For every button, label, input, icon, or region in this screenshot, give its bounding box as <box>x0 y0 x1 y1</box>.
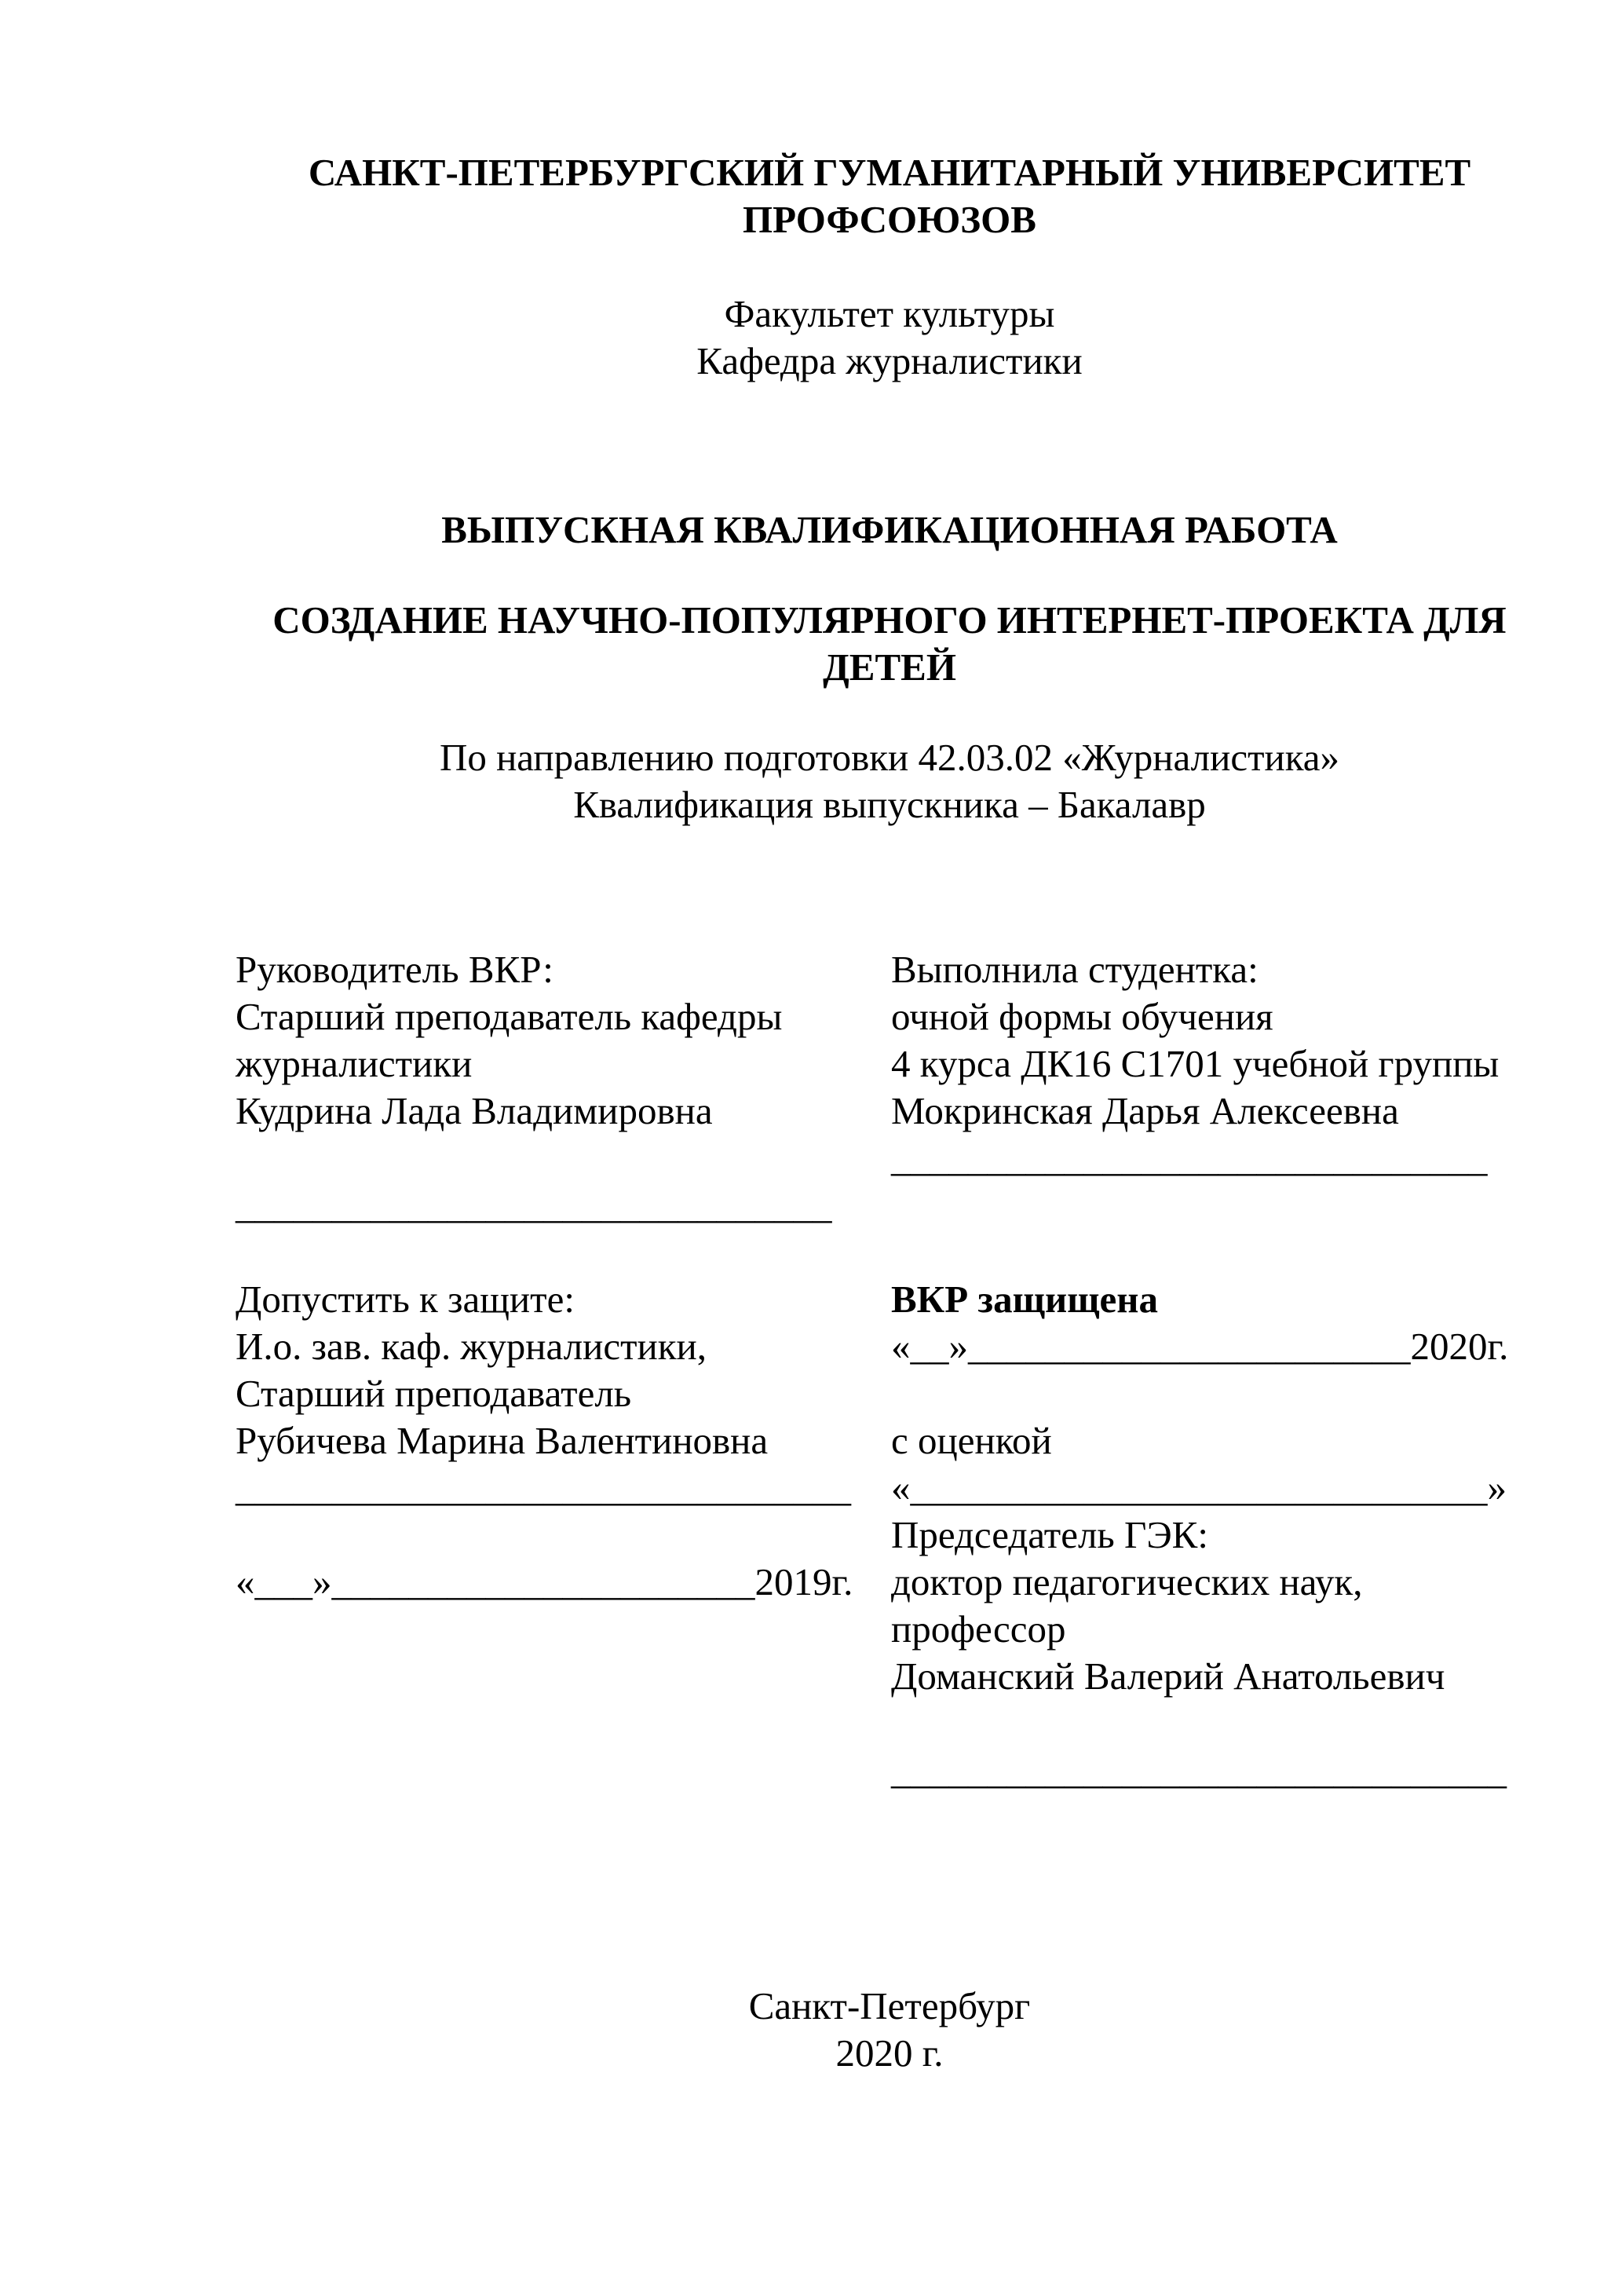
spacer <box>891 1229 1543 1276</box>
admission-position-line1: И.о. зав. каф. журналистики, <box>236 1325 707 1368</box>
thesis-title-line1: СОЗДАНИЕ НАУЧНО-ПОПУЛЯРНОГО ИНТЕРНЕТ-ПРОЕКТА ДЛЯ <box>272 598 1507 642</box>
defense-grade-line: «______________________________» <box>891 1466 1507 1509</box>
work-type-text: ВЫПУСКНАЯ КВАЛИФИКАЦИОННАЯ РАБОТА <box>441 508 1338 551</box>
university-name-line1: САНКТ-ПЕТЕРБУРГСКИЙ ГУМАНИТАРНЫЙ УНИВЕРСИТЕТ <box>308 151 1471 194</box>
student-label: Выполнила студентка: <box>891 948 1259 991</box>
student-group: 4 курса ДК16 С1701 учебной группы <box>891 1042 1500 1085</box>
student-study-form: очной формы обучения <box>891 995 1273 1038</box>
program-direction: По направлению подготовки 42.03.02 «Журналистика» <box>439 736 1340 779</box>
left-column <box>236 946 891 1606</box>
defense-label: ВКР защищена <box>891 1278 1159 1321</box>
admission-position-line2: Старший преподаватель <box>236 1372 632 1415</box>
footer-block <box>251 1983 1528 2077</box>
spacer <box>236 1512 891 1559</box>
spacer <box>891 1700 1543 1747</box>
signature-columns <box>0 946 1622 1794</box>
university-name-block <box>251 0 1528 243</box>
graduate-qualification: Квалификация выпускника – Бакалавр <box>573 783 1206 826</box>
department-name: Кафедра журналистики <box>696 339 1083 382</box>
chairman-degree: доктор педагогических наук, <box>891 1560 1363 1603</box>
student-signature-line: _______________________________ <box>891 1136 1488 1179</box>
footer-year: 2020 г. <box>835 2031 944 2075</box>
chairman-name: Доманский Валерий Анатольевич <box>891 1654 1445 1698</box>
admission-date-line: «___»______________________2019г. <box>236 1560 853 1603</box>
thesis-title-line2: ДЕТЕЙ <box>823 645 956 689</box>
faculty-department-block <box>251 291 1528 385</box>
spacer <box>891 1370 1543 1417</box>
spacer <box>891 1182 1543 1229</box>
supervisor-position-line1: Старший преподаватель кафедры <box>236 995 783 1038</box>
supervisor-position-line2: журналистики <box>236 1042 473 1085</box>
program-block <box>251 734 1528 828</box>
student-name: Мокринская Дарья Алексеевна <box>891 1089 1399 1132</box>
chairman-position: профессор <box>891 1607 1066 1651</box>
supervisor-signature-line: _______________________________ <box>236 1183 832 1227</box>
admission-label: Допустить к защите: <box>236 1278 575 1321</box>
supervisor-name: Кудрина Лада Владимировна <box>236 1089 713 1132</box>
supervisor-label: Руководитель ВКР: <box>236 948 553 991</box>
work-type-heading <box>251 506 1528 554</box>
right-column <box>891 946 1543 1794</box>
admission-name: Рубичева Марина Валентиновна <box>236 1419 769 1462</box>
defense-date-line: «__»_______________________2020г. <box>891 1325 1509 1368</box>
thesis-title <box>251 597 1528 691</box>
spacer <box>236 1229 891 1276</box>
chairman-signature-line: ________________________________ <box>891 1749 1507 1792</box>
admission-signature-line: ________________________________ <box>236 1466 851 1509</box>
spacer <box>236 1135 891 1182</box>
university-name-line2: ПРОФСОЮЗОВ <box>743 198 1036 241</box>
chairman-label: Председатель ГЭК: <box>891 1513 1208 1556</box>
footer-city: Санкт-Петербург <box>748 1984 1031 2027</box>
faculty-name: Факультет культуры <box>724 292 1055 335</box>
defense-grade-label: с оценкой <box>891 1419 1052 1462</box>
